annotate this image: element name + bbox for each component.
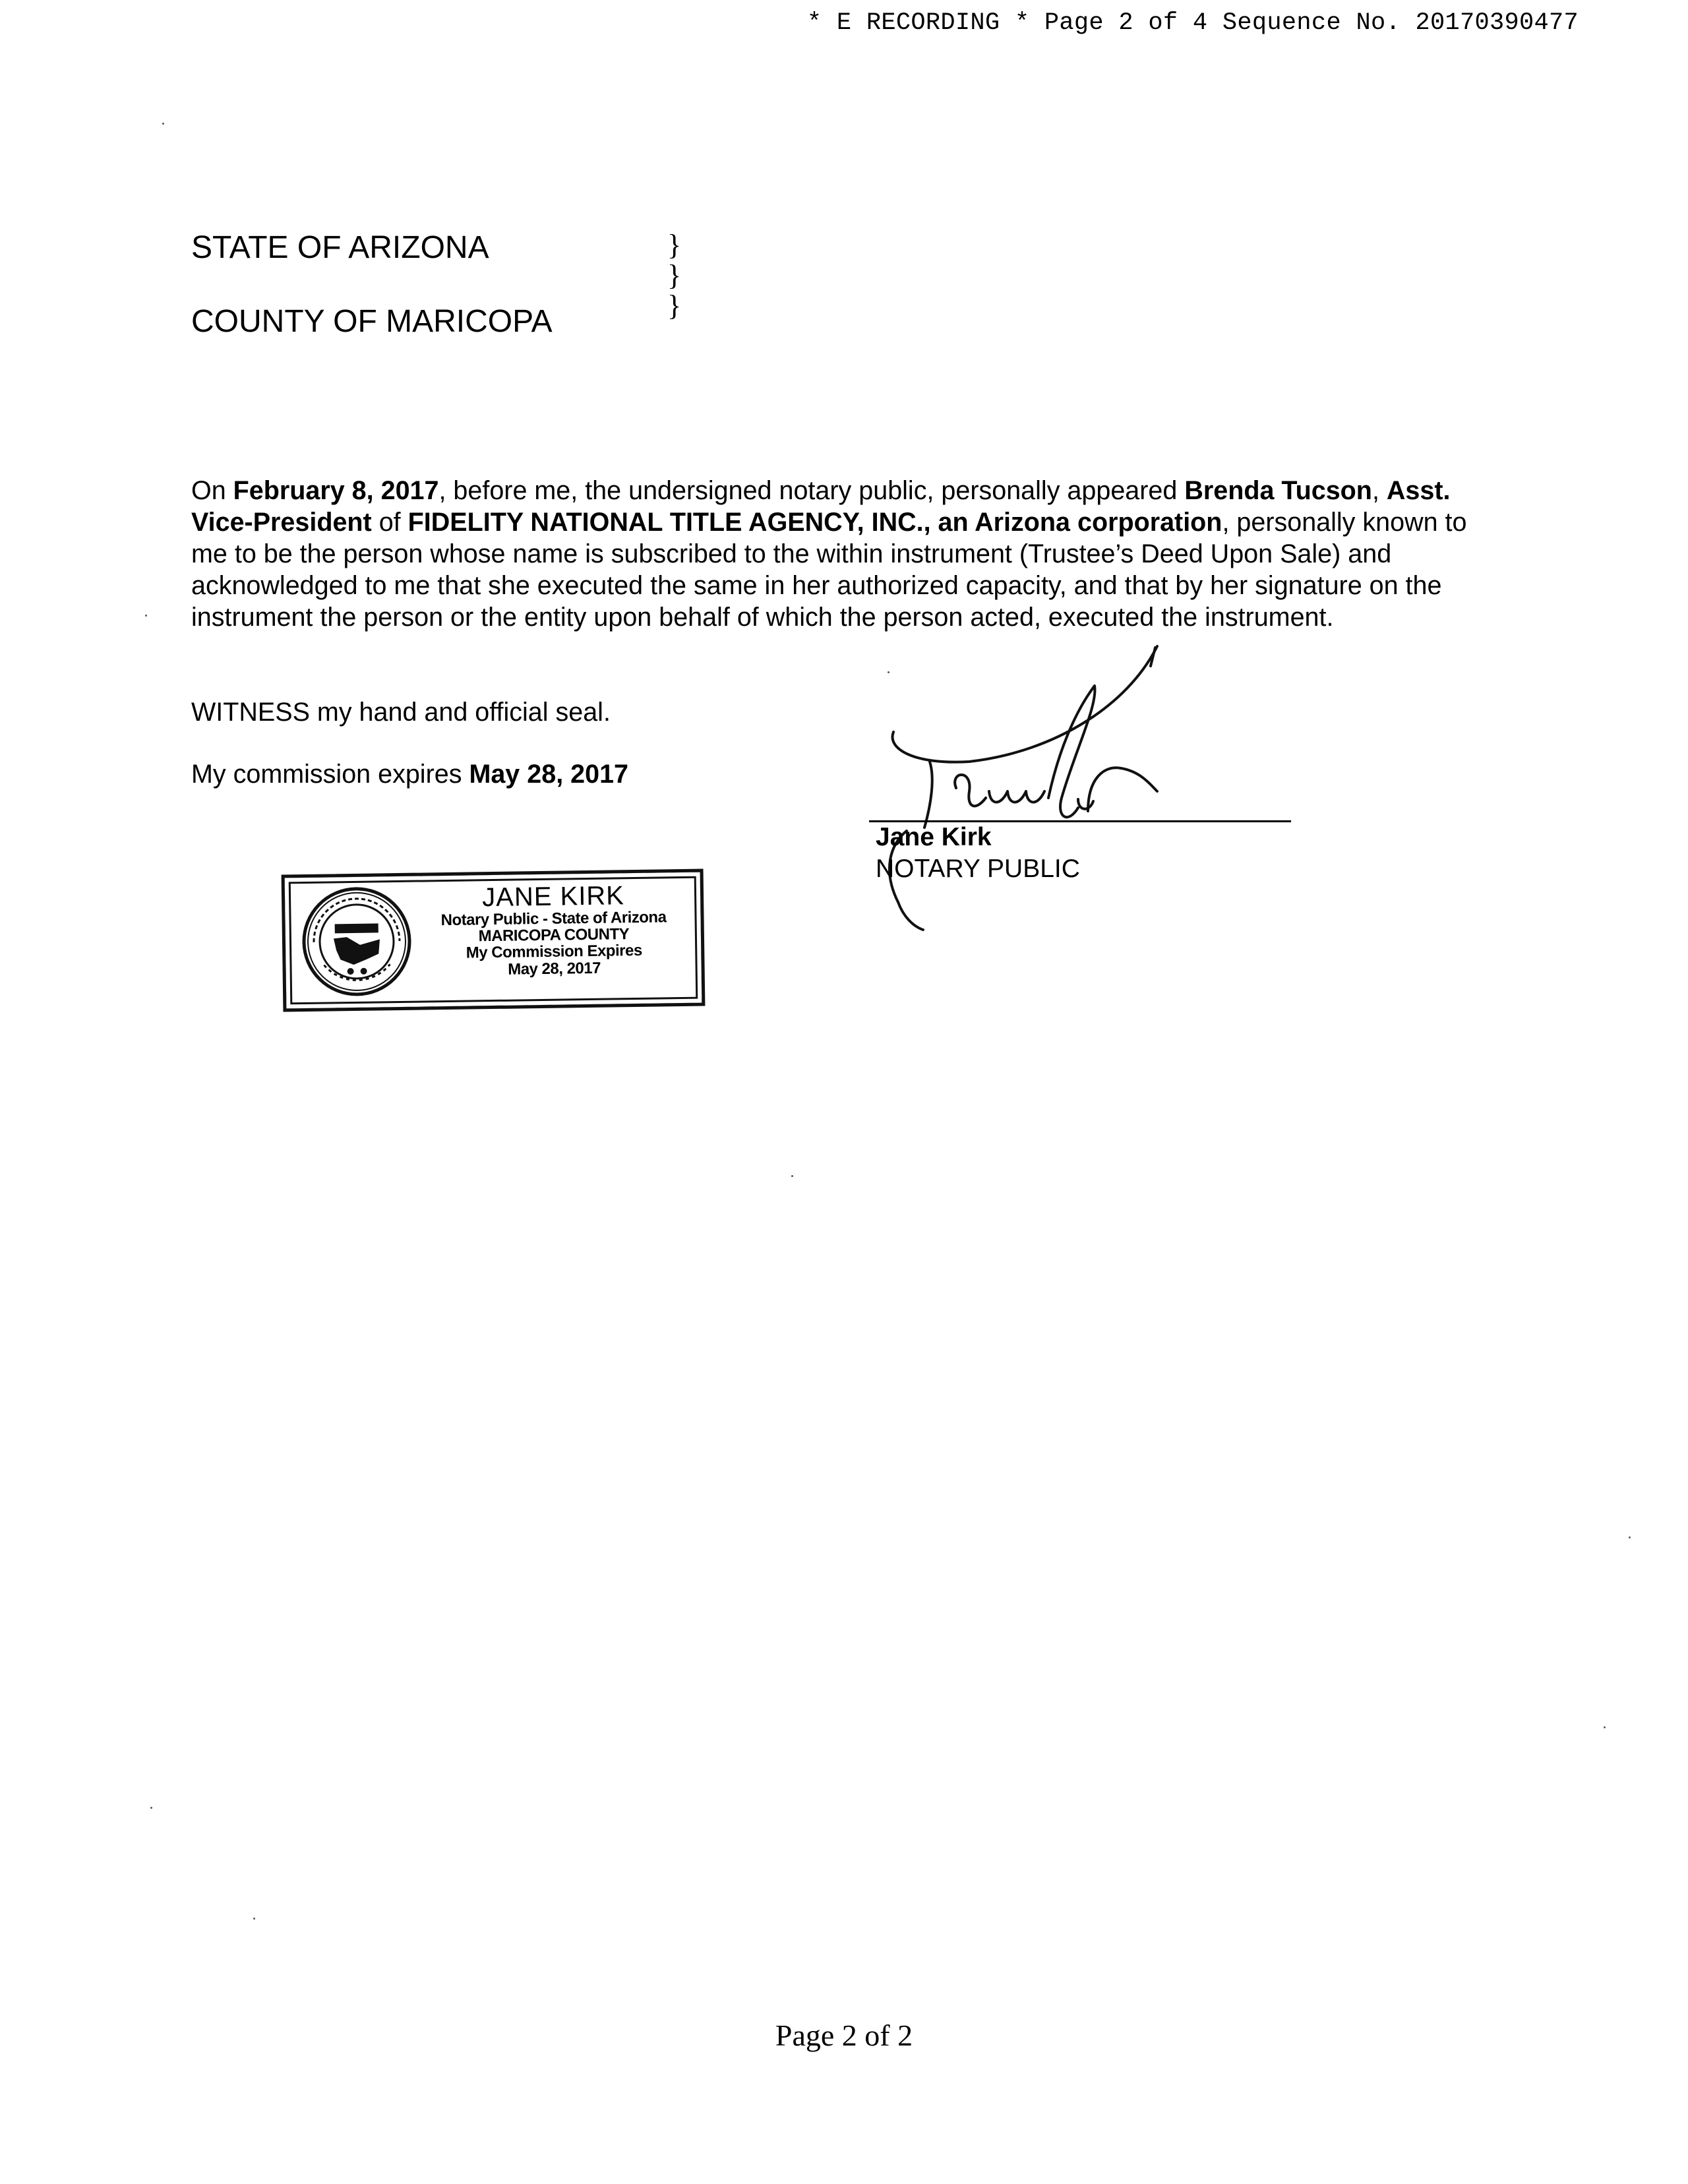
ack-text: , <box>1372 476 1387 505</box>
ack-company: FIDELITY NATIONAL TITLE AGENCY, INC., an Arizona corporation <box>407 508 1222 537</box>
ack-text: of <box>371 508 408 537</box>
stamp-line: May 28, 2017 <box>508 959 601 979</box>
scan-speck <box>162 123 164 125</box>
scan-speck <box>1629 1536 1631 1538</box>
witness-line: WITNESS my hand and official seal. <box>191 698 611 727</box>
scan-speck <box>145 615 147 617</box>
scan-speck <box>253 1918 255 1920</box>
ack-text: , personally known to me to be the person whose name is subscribed to the within instrument (Trustee’s Deed Upon Sale) and acknowledged to me that she executed the same in her authorized capacity, and that by her signature on the instrument the person or the entity upon behalf of which the person acted, executed the instrument. <box>191 508 1467 632</box>
scan-speck <box>791 1175 793 1177</box>
acknowledgment-paragraph <box>191 475 1470 633</box>
signature-line <box>869 820 1291 822</box>
ack-text: , before me, the undersigned notary public, personally appeared <box>438 476 1185 505</box>
venue-brace: } <box>667 259 682 291</box>
ack-title: Asst. Vice-President <box>191 476 1451 537</box>
scan-speck <box>150 1807 152 1809</box>
venue-brace: } <box>667 289 682 322</box>
commission-label: My commission expires <box>191 760 469 789</box>
state-seal-icon <box>300 885 413 998</box>
notary-title: NOTARY PUBLIC <box>876 855 1080 883</box>
scan-speck <box>1604 1726 1606 1728</box>
ack-text: On <box>191 476 233 505</box>
venue-state: STATE OF ARIZONA <box>191 230 489 265</box>
venue-county: COUNTY OF MARICOPA <box>191 304 553 339</box>
stamp-line: Notary Public - State of Arizona <box>440 908 667 930</box>
page-footer: Page 2 of 2 <box>775 2018 913 2052</box>
notary-stamp <box>282 869 706 1012</box>
stamp-name: JANE KIRK <box>481 881 625 913</box>
recording-header: * E RECORDING * Page 2 of 4 Sequence No. 20170390477 <box>806 9 1579 37</box>
ack-date: February 8, 2017 <box>233 476 439 505</box>
ack-person: Brenda Tucson <box>1184 476 1372 505</box>
notary-name: Jane Kirk <box>876 823 992 851</box>
scan-speck <box>888 671 889 673</box>
venue-brace: } <box>667 229 682 261</box>
commission-date: May 28, 2017 <box>469 760 629 789</box>
handwritten-signature <box>851 633 1312 950</box>
stamp-line: MARICOPA COUNTY <box>478 925 630 946</box>
stamp-line: My Commission Expires <box>466 942 642 962</box>
stamp-text <box>413 881 694 979</box>
commission-expires <box>191 760 628 789</box>
